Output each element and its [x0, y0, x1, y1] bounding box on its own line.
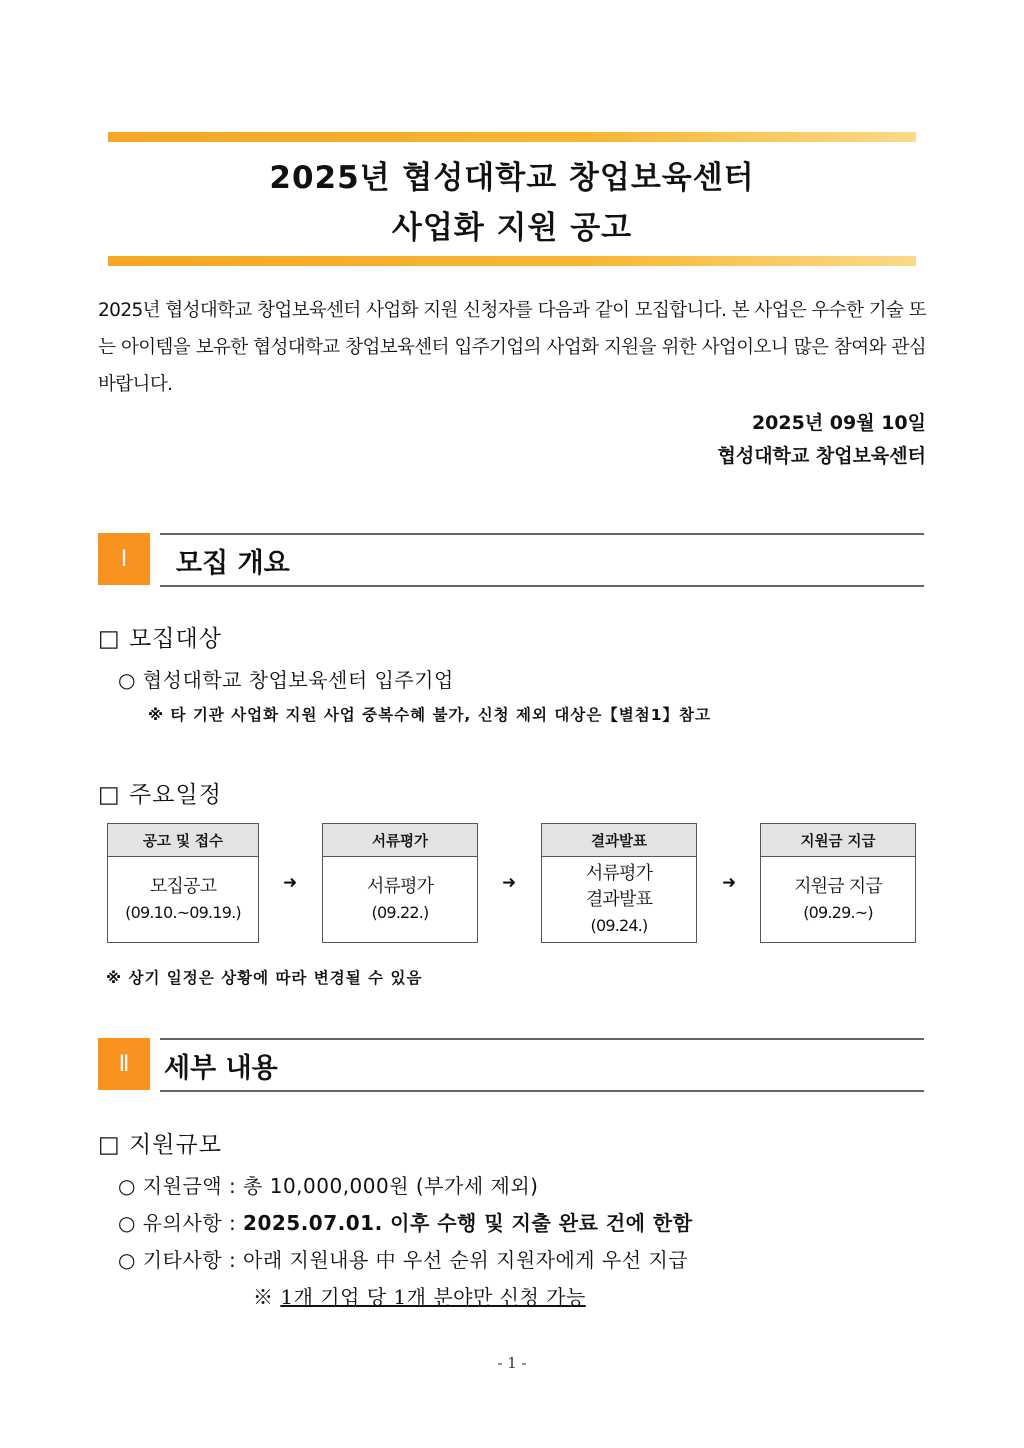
support-amount: ○ 지원금액 : 총 10,000,000원 (부가세 제외) — [118, 1174, 539, 1198]
note-mark: ※ — [253, 1285, 281, 1309]
step-header: 지원금 지급 — [761, 824, 915, 857]
schedule-arrow: ➜ — [283, 873, 298, 893]
other-item: ○ 기타사항 : 아래 지원내용 中 우선 순위 지원자에게 우선 지급 — [118, 1248, 689, 1272]
step-header: 서류평가 — [323, 824, 477, 857]
step-label: 모집공고 — [149, 876, 217, 897]
scale-heading: □ 지원규모 — [98, 1132, 222, 1158]
announcing-organization: 협성대학교 창업보육센터 — [717, 445, 926, 467]
schedule-step-payment — [760, 823, 916, 943]
target-heading: □ 모집대상 — [98, 626, 222, 652]
section2-number-tab: Ⅱ — [98, 1038, 150, 1090]
caution-item — [118, 1207, 693, 1236]
schedule-step-document-review — [322, 823, 478, 943]
section1-number-tab: Ⅰ — [98, 533, 150, 585]
step-label: 서류평가 — [585, 863, 653, 884]
schedule-arrow: ➜ — [502, 873, 517, 893]
document-title-line1: 2025년 협성대학교 창업보육센터 — [269, 160, 755, 196]
schedule-arrow: ➜ — [722, 873, 737, 893]
intro-paragraph: 2025년 협성대학교 창업보육센터 사업화 지원 신청자를 다음과 같이 모집합니다. 본 사업은 우수한 기술 또는 아이템을 보유한 협성대학교 창업보육센터 입주기업의 사업화 지원을 위한 사업이오니 많은 참여와 관심 바랍니다. — [98, 300, 926, 395]
step-body — [108, 857, 258, 943]
title-top-bar — [108, 132, 916, 142]
application-note — [253, 1281, 586, 1310]
section2-title: 세부 내용 — [164, 1053, 278, 1084]
step-header: 공고 및 접수 — [108, 824, 258, 857]
step-body — [761, 857, 915, 943]
step-date: (09.29.~) — [803, 903, 873, 922]
step-header: 결과발표 — [542, 824, 696, 857]
step-label-2: 결과발표 — [585, 889, 653, 910]
schedule-step-results — [541, 823, 697, 943]
note-text: 1개 기업 당 1개 분야만 신청 가능 — [280, 1285, 586, 1309]
step-label: 서류평가 — [366, 876, 434, 897]
target-note: ※ 타 기관 사업화 지원 사업 중복수혜 불가, 신청 제외 대상은【별첨1】참고 — [148, 706, 711, 724]
step-date: (09.22.) — [371, 903, 429, 922]
step-body — [323, 857, 477, 943]
step-date: (09.10.~09.19.) — [125, 903, 241, 922]
document-title-line2: 사업화 지원 공고 — [391, 210, 633, 246]
schedule-note: ※ 상기 일정은 상황에 따라 변경될 수 있음 — [106, 969, 423, 987]
target-item: ○ 협성대학교 창업보육센터 입주기업 — [118, 668, 454, 692]
step-date: (09.24.) — [590, 916, 648, 935]
caution-label: ○ 유의사항 : — [118, 1211, 244, 1235]
step-body — [542, 857, 696, 943]
announcement-date: 2025년 09월 10일 — [751, 412, 926, 434]
schedule-heading: □ 주요일정 — [98, 782, 222, 808]
title-bottom-bar — [108, 256, 916, 266]
caution-value: 2025.07.01. 이후 수행 및 지출 완료 건에 한함 — [243, 1211, 693, 1235]
schedule-step-announcement — [107, 823, 259, 943]
page-number: - 1 - — [497, 1354, 527, 1372]
step-label: 지원금 지급 — [794, 876, 882, 897]
section1-title: 모집 개요 — [176, 548, 290, 579]
